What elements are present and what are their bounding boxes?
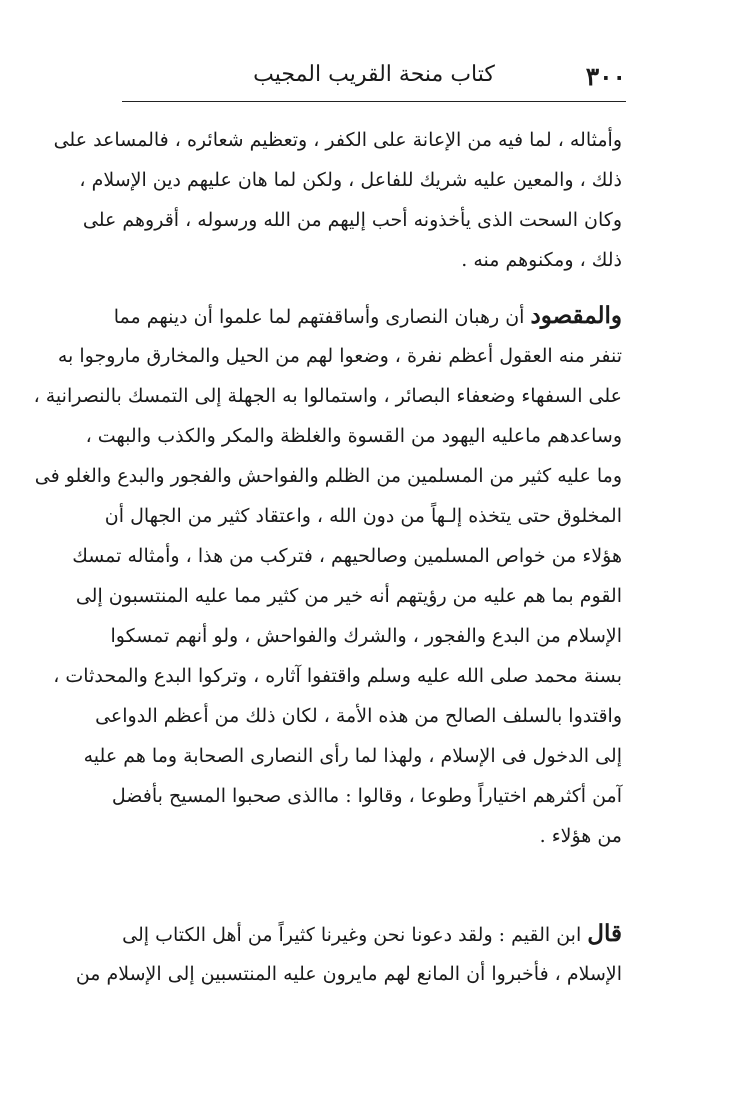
text-line: وكان السحت الذى يأخذونه أحب إليهم من الله ورسوله ، أقروهم على	[82, 209, 622, 231]
text-line: الإسلام من البدع والفجور ، والشرك والفواحش ، ولو أنهم تمسكوا	[110, 625, 622, 647]
text-line: تنفر منه العقول أعظم نفرة ، وضعوا لهم من الحيل والمخارق ماروجوا به	[57, 345, 622, 367]
page-header	[122, 58, 626, 100]
text-line: هؤلاء من خواص المسلمين وصالحيهم ، فتركب من هذا ، وأمثاله تمسك	[72, 545, 622, 567]
paragraph	[75, 914, 622, 994]
text-run: ابن القيم : ولقد دعونا نحن وغيرنا كثيراً من أهل الكتاب إلى	[122, 924, 582, 946]
text-line: واقتدوا بالسلف الصالح من هذه الأمة ، لكان ذلك من أعظم الدواعى	[95, 705, 622, 727]
page-number: ٣٠٠	[585, 62, 626, 91]
text-line: المخلوق حتى يتخذه إلـهاً من دون الله ، واعتقاد كثير من الجهال أن	[104, 505, 622, 527]
text-line: وأمثاله ، لما فيه من الإعانة على الكفر ، وتعظيم شعائره ، فالمساعد على	[53, 129, 622, 151]
text-line: ذلك ، والمعين عليه شريك للفاعل ، ولكن لما هان عليهم دين الإسلام ،	[79, 169, 622, 191]
lead-word: قال	[587, 920, 622, 947]
text-line: وما عليه كثير من المسلمين من الظلم والفواحش والفجور والبدع والغلو فى	[34, 465, 622, 487]
lead-word: والمقصود	[530, 302, 622, 329]
paragraph	[53, 120, 622, 280]
text-line	[113, 296, 622, 336]
text-line: ذلك ، ومكنوهم منه .	[461, 249, 622, 271]
text-line: آمن أكثرهم اختياراً وطوعا ، وقالوا : ماالذى صحبوا المسيح بأفضل	[111, 785, 622, 807]
text-line: وساعدهم ماعليه اليهود من القسوة والغلظة والمكر والكذب والبهت ،	[85, 425, 622, 447]
text-run: أن رهبان النصارى وأساقفتهم لما علموا أن دينهم مما	[113, 306, 525, 328]
text-line: إلى الدخول فى الإسلام ، ولهذا لما رأى النصارى الصحابة وما هم عليه	[83, 745, 622, 767]
text-line: على السفهاء وضعفاء البصائر ، واستمالوا به الجهلة إلى التمسك بالنصرانية ،	[33, 385, 622, 407]
text-line: من هؤلاء .	[539, 825, 622, 847]
text-line: بسنة محمد صلى الله عليه وسلم واقتفوا آثاره ، وتركوا البدع والمحدثات ،	[53, 665, 622, 687]
header-rule	[122, 101, 626, 102]
text-line	[124, 914, 622, 954]
text-line: القوم بما هم عليه من رؤيتهم أنه خير من كثير مما عليه المنتسبون إلى	[75, 585, 622, 607]
text-line: الإسلام ، فأخبروا أن المانع لهم مايرون عليه المنتسبين إلى الإسلام من	[75, 963, 622, 985]
paragraph	[33, 296, 622, 856]
running-title: كتاب منحة القريب المجيب	[253, 62, 495, 87]
